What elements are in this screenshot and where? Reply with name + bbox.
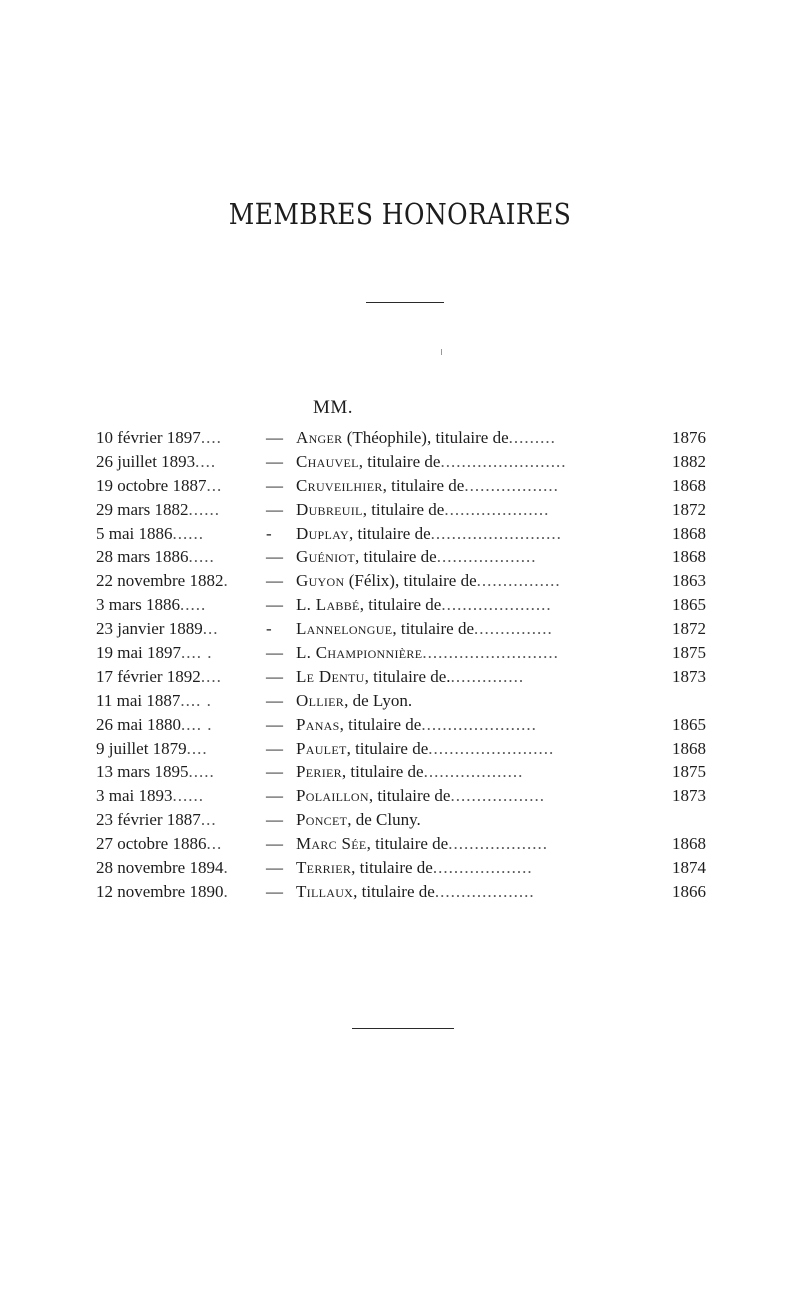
member-row (96, 689, 712, 713)
entry-dot-leader: ................... (436, 547, 537, 567)
member-title: , titulaire de (339, 714, 422, 734)
entry-dot-leader: ......... (508, 428, 556, 447)
member-entry (296, 426, 656, 450)
member-date (96, 808, 262, 832)
member-date-text: 13 mars 1895 (96, 762, 189, 782)
entry-dot-leader: ........................ (428, 738, 555, 758)
member-year: 1868 (672, 547, 706, 567)
member-row (96, 760, 712, 784)
member-entry (296, 498, 656, 522)
member-year: 1865 (672, 714, 706, 734)
member-name: Duplay (296, 523, 349, 543)
member-dash: — (266, 475, 283, 495)
date-dot-leader: ... (202, 619, 219, 639)
member-entry (296, 880, 656, 904)
member-dash: — (266, 499, 283, 519)
member-entry (296, 832, 656, 856)
member-dash: — (266, 881, 283, 901)
member-year: 1874 (672, 858, 706, 878)
member-year: 1868 (672, 834, 706, 854)
member-row (96, 545, 712, 569)
member-name: Tillaux (296, 881, 354, 901)
member-name: Guéniot (296, 547, 356, 567)
entry-dot-leader: ................... (434, 881, 535, 901)
member-entry (296, 617, 656, 641)
member-title: , titulaire de (358, 451, 441, 471)
date-dot-leader: ..... (180, 595, 207, 615)
member-title: , titulaire de (366, 834, 449, 854)
member-name: Polaillon (296, 786, 369, 806)
member-date-text: 23 février 1887 (96, 810, 201, 830)
date-dot-leader: .... . (181, 714, 213, 734)
member-date (96, 880, 262, 904)
member-row (96, 713, 712, 737)
member-title: , titulaire de (353, 881, 435, 901)
member-dash: — (266, 451, 283, 471)
date-dot-leader: ...... (188, 499, 221, 519)
member-entry (296, 760, 656, 784)
member-date (96, 665, 262, 689)
member-title: , titulaire de (351, 858, 433, 878)
member-year: 1876 (672, 428, 706, 447)
member-title: , titulaire de (362, 499, 445, 519)
member-date (96, 856, 262, 880)
member-entry (296, 545, 656, 569)
member-title: , titulaire de (368, 786, 451, 806)
member-row (96, 474, 712, 498)
member-year: 1882 (672, 451, 706, 471)
member-name: Cruveilhier (296, 475, 383, 495)
date-dot-leader: .... . (181, 643, 213, 663)
member-row (96, 880, 712, 904)
member-entry (296, 569, 656, 593)
member-date-text: 27 octobre 1886 (96, 834, 207, 854)
member-date (96, 498, 262, 522)
member-date-text: 19 octobre 1887 (96, 475, 207, 495)
entry-dot-leader: ..................... (441, 595, 552, 615)
member-entry (296, 474, 656, 498)
entry-dot-leader: .......................... (422, 643, 559, 663)
member-date-text: 17 février 1892 (96, 666, 201, 686)
date-dot-leader: .... (200, 428, 222, 447)
paper-speck (441, 349, 442, 355)
member-name: L. Championnière (296, 643, 423, 663)
member-date-text: 5 mai 1886 (96, 523, 173, 543)
member-year: 1875 (672, 762, 706, 782)
member-entry (296, 808, 656, 832)
member-date-text: 9 juillet 1879 (96, 738, 187, 758)
member-row (96, 450, 712, 474)
member-dash: — (266, 690, 283, 710)
member-entry (296, 450, 656, 474)
date-dot-leader: .... (200, 666, 222, 686)
member-date (96, 522, 262, 546)
member-date-text: 26 juillet 1893 (96, 451, 196, 471)
date-dot-leader: ..... (188, 762, 215, 782)
member-title: , titulaire de (348, 523, 431, 543)
member-entry (296, 593, 656, 617)
member-row (96, 665, 712, 689)
member-dash: — (266, 858, 283, 878)
member-name: Lannelongue (296, 619, 393, 639)
member-year: 1872 (672, 619, 706, 639)
member-dash: — (266, 547, 283, 567)
member-date-text: 3 mai 1893 (96, 786, 173, 806)
member-title: (Théophile), titulaire de (342, 428, 509, 447)
entry-dot-leader: ................... (432, 858, 533, 878)
member-year: 1873 (672, 666, 706, 686)
member-name: Chauvel (296, 451, 359, 471)
member-date-text: 3 mars 1886 (96, 595, 181, 615)
member-row (96, 617, 712, 641)
title-divider (366, 302, 444, 303)
member-title: (Félix), titulaire de (344, 571, 477, 591)
member-date (96, 713, 262, 737)
member-title: , titulaire de. (364, 666, 451, 686)
member-entry (296, 856, 656, 880)
entry-dot-leader: ............... (474, 619, 553, 639)
member-year: 1865 (672, 595, 706, 615)
member-dash: — (266, 738, 283, 758)
member-dash: — (266, 643, 283, 663)
member-name: Poncet (296, 810, 348, 830)
member-name: Terrier (296, 858, 352, 878)
member-name: L. Labbé (296, 595, 360, 615)
entry-dot-leader: ......................... (430, 523, 562, 543)
member-dash: — (266, 762, 283, 782)
member-year: 1863 (672, 571, 706, 591)
member-dash: — (266, 666, 283, 686)
date-dot-leader: ...... (172, 523, 204, 543)
member-title: , de Cluny. (347, 810, 421, 830)
date-dot-leader: . (223, 858, 229, 878)
member-entry (296, 713, 656, 737)
member-date (96, 760, 262, 784)
member-title: , titulaire de (355, 547, 437, 567)
members-list (96, 426, 712, 904)
date-dot-leader: .... . (180, 690, 212, 710)
member-row (96, 426, 712, 450)
entry-dot-leader: ................ (476, 571, 561, 591)
member-row (96, 784, 712, 808)
member-date (96, 474, 262, 498)
member-year: 1866 (672, 881, 706, 901)
member-date (96, 737, 262, 761)
member-title: , titulaire de (382, 475, 465, 495)
member-name: Guyon (296, 571, 345, 591)
salutation: MM. (313, 397, 354, 418)
member-dash: — (266, 595, 283, 615)
member-date-text: 11 mai 1887 (96, 690, 181, 710)
member-name: Anger (296, 428, 343, 447)
member-date (96, 593, 262, 617)
date-dot-leader: ...... (172, 786, 204, 806)
entry-dot-leader: ........................ (440, 451, 567, 471)
member-row (96, 498, 712, 522)
member-date-text: 19 mai 1897 (96, 643, 181, 663)
member-date-text: 12 novembre 1890 (96, 881, 224, 901)
member-date (96, 569, 262, 593)
footer-divider (352, 1028, 454, 1029)
member-name: Ollier (296, 690, 345, 710)
member-dash: — (266, 834, 283, 854)
entry-dot-leader: ................... (423, 762, 524, 782)
member-date-text: 29 mars 1882 (96, 499, 189, 519)
date-dot-leader: .... (186, 738, 208, 758)
member-date (96, 784, 262, 808)
member-entry (296, 689, 656, 713)
member-name: Dubreuil (296, 499, 363, 519)
member-row (96, 808, 712, 832)
member-title: , titulaire de (392, 619, 475, 639)
entry-dot-leader: .................. (450, 786, 545, 806)
member-date (96, 689, 262, 713)
member-date-text: 26 mai 1880 (96, 714, 181, 734)
entry-dot-leader: .............. (450, 666, 525, 686)
member-date (96, 426, 262, 450)
member-row (96, 832, 712, 856)
member-year: 1875 (672, 643, 706, 663)
member-dash: — (266, 714, 283, 734)
member-name: Paulet (296, 738, 347, 758)
member-title: , de Lyon. (344, 690, 413, 710)
member-name: Marc Sée (296, 834, 367, 854)
member-title: , titulaire de (346, 738, 429, 758)
member-entry (296, 665, 656, 689)
member-year: 1868 (672, 475, 706, 495)
member-dash: - (266, 523, 272, 543)
member-row (96, 737, 712, 761)
member-row (96, 522, 712, 546)
member-date (96, 450, 262, 474)
entry-dot-leader: .................. (464, 475, 559, 495)
member-year: 1868 (672, 738, 706, 758)
member-date (96, 832, 262, 856)
member-date-text: 10 février 1897 (96, 428, 201, 447)
member-date-text: 28 mars 1886 (96, 547, 189, 567)
member-row (96, 856, 712, 880)
member-entry (296, 522, 656, 546)
date-dot-leader: ... (206, 834, 223, 854)
member-date-text: 23 janvier 1889 (96, 619, 203, 639)
entry-dot-leader: ................... (448, 834, 548, 854)
member-dash: — (266, 786, 283, 806)
date-dot-leader: .... (195, 451, 217, 471)
member-name: Panas (296, 714, 340, 734)
member-name: Le Dentu (296, 666, 365, 686)
member-entry (296, 737, 656, 761)
member-row (96, 569, 712, 593)
date-dot-leader: ..... (188, 547, 215, 567)
member-date (96, 617, 262, 641)
date-dot-leader: ... (206, 475, 223, 495)
member-date-text: 22 novembre 1882 (96, 571, 224, 591)
member-dash: — (266, 571, 283, 591)
member-entry (296, 641, 656, 665)
member-date (96, 545, 262, 569)
date-dot-leader: ... (200, 810, 217, 830)
member-date-text: 28 novembre 1894 (96, 858, 224, 878)
member-date (96, 641, 262, 665)
member-row (96, 641, 712, 665)
member-year: 1873 (672, 786, 706, 806)
member-year: 1868 (672, 523, 706, 543)
page-title: MEMBRES HONORAIRES (228, 197, 572, 231)
member-entry (296, 784, 656, 808)
member-dash: - (266, 619, 272, 639)
entry-dot-leader: ...................... (421, 714, 537, 734)
entry-dot-leader: .................... (444, 499, 550, 519)
member-year: 1872 (672, 499, 706, 519)
member-title: , titulaire de (359, 595, 442, 615)
member-row (96, 593, 712, 617)
member-name: Perier (296, 762, 342, 782)
member-title: , titulaire de (341, 762, 424, 782)
date-dot-leader: . (223, 571, 229, 591)
date-dot-leader: . (223, 881, 229, 901)
member-dash: — (266, 428, 283, 447)
member-dash: — (266, 810, 283, 830)
